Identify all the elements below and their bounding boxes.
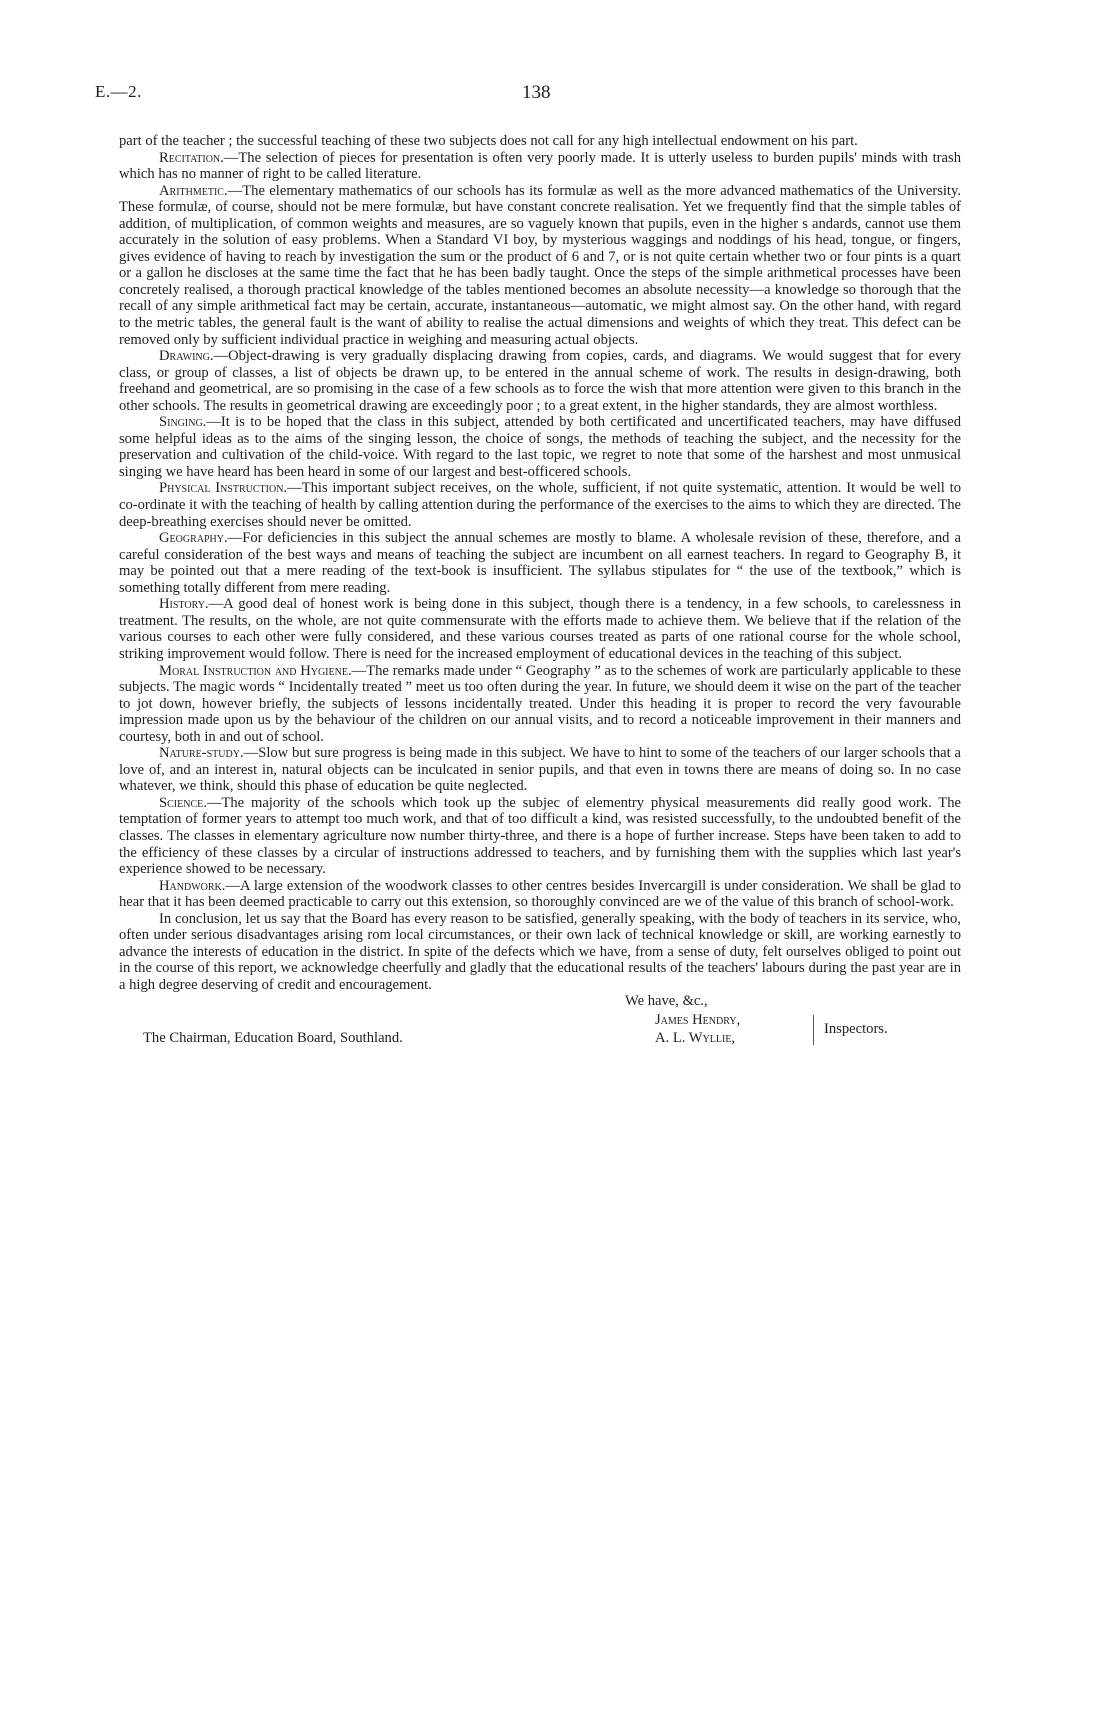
section-heading: Arithmetic.	[159, 182, 228, 199]
paragraph-text: —This important subject receives, on the whole, sufficient, if not quite systematic, attention. It would be well to co-ordinate it with the teaching of health by calling attention during the performance of the exercises to the aims to which they are directed. The deep-breathing exercises should never be omitted.	[119, 480, 961, 530]
signature-block	[119, 993, 961, 1077]
brace-divider	[807, 1015, 814, 1045]
section-heading: Moral Instruction and Hygiene.	[159, 662, 352, 679]
paragraph-text: —The majority of the schools which took up the subjec of elementry physical measurements did really good work. The temptation of former years to attempt too much work, and that of too difficult a kind, was resisted successfully, to the undoubted benefit of the classes. The classes in elementary agriculture now number thirty-three, and there is a hope of further increase. Steps have been taken to add to the efficiency of these classes by a circular of instructions addressed to teachers, and by furnishing them with the supplies which last year's experience showed to be necessary.	[119, 794, 961, 878]
paragraph-handwork	[119, 878, 961, 911]
paragraph-physical-instruction	[119, 480, 961, 530]
section-heading: Recitation.	[159, 149, 224, 166]
section-heading: Handwork.	[159, 877, 226, 894]
paragraph-text: —A good deal of honest work is being done in this subject, though there is a tendency, in a few schools, to carelessness in treatment. The results, on the whole, are not quite commensurate with the efforts made to achieve them. We believe that if the relation of the various courses to each other were fully considered, and these various courses treated as parts of one rational course for the whole school, striking improvement would follow. There is need for the increased employment of educational devices in the teaching of this subject.	[119, 596, 961, 662]
section-heading: Physical Instruction.	[159, 480, 288, 497]
report-body	[119, 133, 961, 1077]
paragraph-continuation	[119, 133, 961, 150]
section-heading: History.	[159, 596, 209, 613]
paragraph-singing	[119, 414, 961, 480]
section-heading: Science.	[159, 794, 207, 811]
paragraph-text: part of the teacher ; the successful teaching of these two subjects does not call for any high intellectual endowment on his part.	[119, 133, 858, 149]
paragraph-text: —The selection of pieces for presentation is often very poorly made. It is utterly useless to burden pupils' minds with trash which has no manner of right to be called literature.	[119, 149, 961, 183]
paragraph-recitation	[119, 150, 961, 183]
paragraph-text: In conclusion, let us say that the Board has every reason to be satisfied, generally speaking, with the body of teachers in its service, who, often under serious disadvantages arising rom local circumstances, or their own lack of technical knowledge or skill, are working earnestly to advance the interests of education in the district. In spite of the defects which we have, from a sense of duty, felt ourselves obliged to point out in the course of this report, we acknowledge cheerfully and gladly that the educational results of the teachers' labours during the past year are in a high degree deserving of credit and encouragement.	[119, 910, 961, 993]
inspector-name: A. L. Wyllie,	[655, 1030, 736, 1047]
inspector-name: James Hendry,	[655, 1012, 741, 1029]
paragraph-text: —Slow but sure progress is being made in this subject. We have to hint to some of the teachers of our larger schools that a love of, and an interest in, natural objects can be inculcated in senior pupils, and that even in towns there are means of doing so. In no case whatever, we think, should this phase of education be quite neglected.	[119, 745, 961, 795]
paragraph-text: —A large extension of the woodwork classes to other centres besides Invercargill is under consideration. We shall be glad to hear that it has been deemed practicable to carry out this extension, so thoroughly convinced are we of the value of this branch of school-work.	[119, 877, 961, 911]
paragraph-text: —For deficiencies in this subject the annual schemes are mostly to blame. A wholesale revision of these, therefore, and a careful consideration of the best ways and means of teaching the subject are incumbent on all earnest teachers. In regard to Geography B, it may be pointed out that a mere reading of the text-book is insufficient. The syllabus stipulates for “ the use of the textbook,” which is something totally different from mere reading.	[119, 530, 961, 596]
salutation: We have, &c.,	[625, 993, 708, 1010]
section-heading: Drawing.	[159, 348, 214, 365]
section-heading: Nature-study.	[159, 745, 244, 762]
paragraph-moral-instruction	[119, 663, 961, 746]
paragraph-text: —It is to be hoped that the class in this subject, attended by both certificated and uncertificated teachers, may have diffused some helpful ideas as to the aims of the singing lesson, the choice of songs, the methods of teaching the subject, and the necessity for the preservation and cultivation of the child-voice. With regard to the last topic, we regret to note that some of the harshest and most unmusical singing we have heard has been heard in some of our largest and best-officered schools.	[119, 414, 961, 480]
paragraph-drawing	[119, 348, 961, 414]
section-heading: Geography.	[159, 530, 228, 547]
paragraph-arithmetic	[119, 183, 961, 348]
paragraph-text: —The elementary mathematics of our schools has its formulæ as well as the more advanced mathematics of the University. These formulæ, of course, should not be mere formulæ, but have constant concrete realisation. Yet we frequently find that the simple tables of addition, of multiplication, of common weights and measures, are so vaguely known that pupils, even in the higher s andards, cannot use them accurately in the solution of easy problems. When a Standard VI boy, by mysterious waggings and noddings of his head, tongue, or fingers, gives evidence of having to reach by investigation the sum or the product of 6 and 7, or is not quite certain whether two or four pints is a quart or a gallon he discloses at the same time the fact that he has been badly taught. Once the steps of the simple arithmetical processes have been concretely realised, a thorough practical knowledge of the tables mentioned becomes an absolute necessity—a knowledge so thorough that the recall of any simple arithmetical fact may be certain, accurate, instantaneous—automatic, we might almost say. On the other hand, with regard to the metric tables, the general fault is the want of ability to realise the actual dimensions and weights of which they treat. This defect can be removed only by sufficient individual practice in weighing and measuring actual objects.	[119, 182, 961, 348]
page-number: 138	[522, 82, 551, 103]
paragraph-science	[119, 795, 961, 878]
inspectors-label: Inspectors.	[824, 1021, 888, 1038]
document-reference: E.—2.	[95, 82, 142, 101]
paragraph-text: —The remarks made under “ Geography ” as to the schemes of work are particularly applicable to these subjects. The magic words “ Incidentally treated ” meet us too often during the year. In future, we should deem it wise on the part of the teacher to jot down, however briefly, the subjects of lessons incidentally treated. Under this heading it is proper to record the very favourable impression made upon us by the behaviour of the children on our annual visits, and to record a noticeable improvement in their manners and courtesy, both in and out of school.	[119, 662, 961, 745]
section-heading: Singing.	[159, 414, 207, 431]
paragraph-text: —Object-drawing is very gradually displacing drawing from copies, cards, and diagrams. We would suggest that for every class, or group of classes, a list of objects be drawn up, to be entered in the annual scheme of work. The results in design-drawing, both freehand and geometrical, are so promising in the case of a few schools as to force the wish that more attention were given to this branch in the other schools. The results in geometrical drawing are exceedingly poor ; to a great extent, in the higher standards, they are almost worthless.	[119, 348, 961, 414]
paragraph-geography	[119, 530, 961, 596]
addressee: The Chairman, Education Board, Southland.	[143, 1030, 403, 1047]
paragraph-history	[119, 596, 961, 662]
paragraph-conclusion	[119, 911, 961, 994]
paragraph-nature-study	[119, 745, 961, 795]
